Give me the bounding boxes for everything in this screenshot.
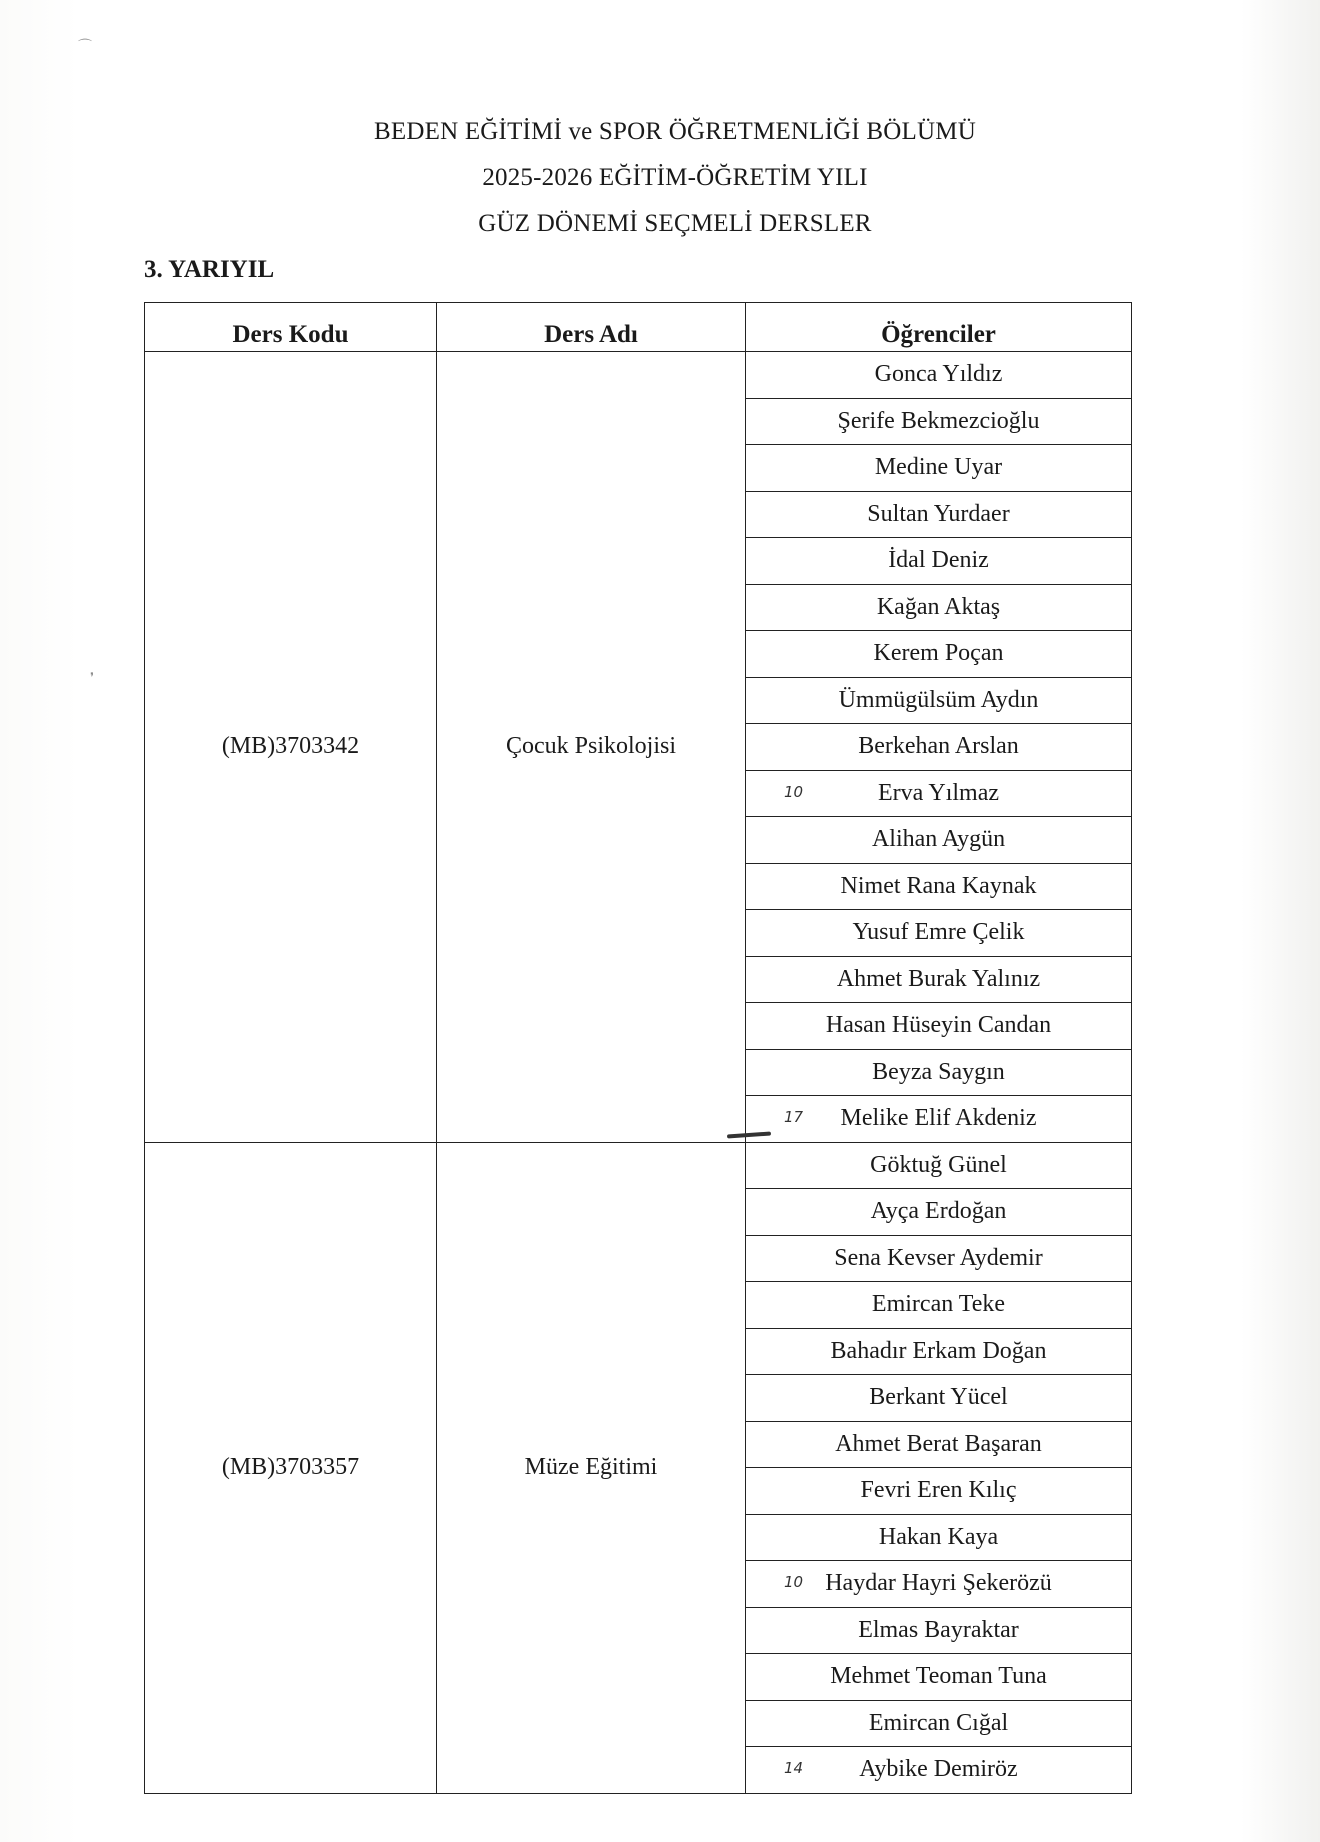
student-name: Nimet Rana Kaynak	[840, 872, 1037, 899]
student-cell	[746, 1700, 1132, 1747]
student-cell	[746, 1514, 1132, 1561]
table-row	[145, 352, 1132, 399]
student-name: Emircan Teke	[871, 1291, 1006, 1318]
paper-speck: ⌒	[78, 39, 92, 55]
handwritten-count-mark: 17	[784, 1108, 804, 1126]
student-cell	[746, 1235, 1132, 1282]
student-name: Kağan Aktaş	[876, 593, 1001, 620]
handwritten-count-mark: 10	[784, 1573, 804, 1591]
student-cell	[746, 1328, 1132, 1375]
student-name: Emircan Cığal	[868, 1709, 1009, 1736]
student-name: Ayça Erdoğan	[870, 1198, 1007, 1225]
student-cell	[746, 1282, 1132, 1329]
student-name: Şerife Bekmezcioğlu	[837, 407, 1040, 434]
column-header-course-name: Ders Adı	[437, 303, 746, 352]
student-name: Sultan Yurdaer	[867, 500, 1010, 527]
student-cell	[746, 956, 1132, 1003]
student-cell	[746, 631, 1132, 678]
student-name: Melike Elif Akdeniz	[840, 1105, 1037, 1132]
student-name: Hasan Hüseyin Candan	[825, 1012, 1052, 1039]
student-cell	[746, 817, 1132, 864]
student-name: Alihan Aygün	[871, 826, 1006, 853]
student-name: Berkehan Arslan	[858, 733, 1019, 760]
table-body	[145, 352, 1132, 1794]
student-name: Erva Yılmaz	[877, 779, 1000, 806]
student-cell	[746, 1375, 1132, 1422]
table-row	[145, 1142, 1132, 1189]
student-name: Fevri Eren Kılıç	[860, 1477, 1017, 1504]
handwritten-count-mark: 14	[784, 1759, 804, 1777]
student-cell	[746, 1561, 1132, 1608]
department-title: BEDEN EĞİTİMİ ve SPOR ÖĞRETMENLİĞİ BÖLÜMÜ	[374, 118, 976, 145]
student-name: Ahmet Burak Yalınız	[836, 965, 1041, 992]
student-cell	[746, 863, 1132, 910]
student-name: Ahmet Berat Başaran	[835, 1430, 1042, 1457]
student-cell	[746, 1654, 1132, 1701]
student-name: Gonca Yıldız	[874, 361, 1003, 388]
student-cell	[746, 1607, 1132, 1654]
course-code-cell: (MB)3703357	[145, 1142, 437, 1793]
course-name-cell: Müze Eğitimi	[437, 1142, 746, 1793]
student-cell	[746, 584, 1132, 631]
student-name: Sena Kevser Aydemir	[834, 1244, 1043, 1271]
student-name: Yusuf Emre Çelik	[852, 919, 1025, 946]
student-name: Ümmügülsüm Aydın	[838, 686, 1039, 713]
paper-speck: ❜	[90, 670, 94, 684]
course-name-cell: Çocuk Psikolojisi	[437, 352, 746, 1143]
term-title: GÜZ DÖNEMİ SEÇMELİ DERSLER	[478, 210, 872, 237]
student-name: Beyza Saygın	[872, 1058, 1005, 1085]
student-name: Göktuğ Günel	[870, 1151, 1007, 1178]
column-header-students: Öğrenciler	[746, 303, 1132, 352]
student-cell	[746, 1049, 1132, 1096]
student-cell	[746, 445, 1132, 492]
student-cell	[746, 1189, 1132, 1236]
student-cell	[746, 1096, 1132, 1143]
student-cell	[746, 352, 1132, 399]
column-header-course-code: Ders Kodu	[145, 303, 437, 352]
student-name: Aybike Demiröz	[859, 1756, 1018, 1783]
student-cell	[746, 1747, 1132, 1794]
student-cell	[746, 910, 1132, 957]
student-name: Berkant Yücel	[869, 1384, 1008, 1411]
student-cell	[746, 724, 1132, 771]
course-code-cell: (MB)3703342	[145, 352, 437, 1143]
student-cell	[746, 1468, 1132, 1515]
student-name: Haydar Hayri Şekerözü	[825, 1570, 1052, 1597]
student-cell	[746, 1421, 1132, 1468]
student-name: Mehmet Teoman Tuna	[830, 1663, 1047, 1690]
elective-courses-table	[144, 302, 1132, 1794]
student-name: Bahadır Erkam Doğan	[830, 1337, 1047, 1364]
handwritten-count-mark: 10	[784, 782, 804, 801]
student-name: Kerem Poçan	[873, 640, 1004, 667]
student-cell	[746, 538, 1132, 585]
student-cell	[746, 770, 1132, 817]
student-name: Medine Uyar	[874, 454, 1003, 481]
student-cell	[746, 491, 1132, 538]
student-cell	[746, 398, 1132, 445]
student-cell	[746, 677, 1132, 724]
student-name: Hakan Kaya	[878, 1523, 999, 1550]
student-cell	[746, 1142, 1132, 1189]
student-name: İdal Deniz	[888, 547, 989, 574]
student-name: Elmas Bayraktar	[858, 1616, 1019, 1643]
semester-label: 3. YARIYIL	[144, 256, 275, 283]
table-header-row	[145, 303, 1132, 352]
academic-year: 2025-2026 EĞİTİM-ÖĞRETİM YILI	[482, 164, 868, 191]
student-cell	[746, 1003, 1132, 1050]
